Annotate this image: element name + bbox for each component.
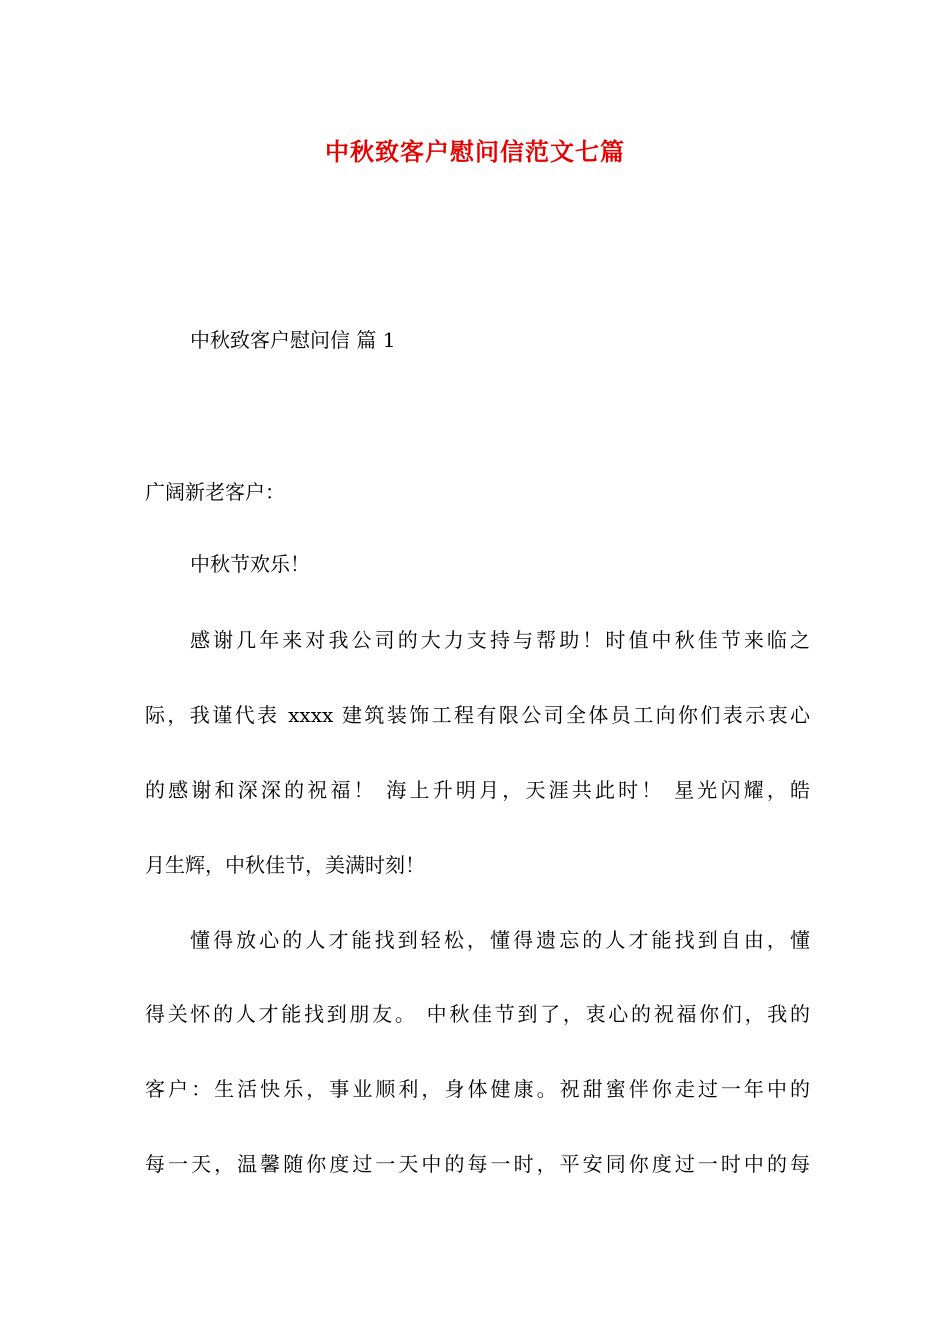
- paragraph-1-line-3: 的感谢和深深的祝福！ 海上升明月，天涯共此时！ 星光闪耀，皓: [145, 778, 810, 802]
- paragraph-1-line-1: 感谢几年来对我公司的大力支持与帮助！时值中秋佳节来临之: [190, 628, 810, 652]
- paragraph-1-line-4: 月生辉，中秋佳节，美满时刻！: [145, 853, 425, 877]
- section-heading: 中秋致客户慰问信 篇 1: [190, 328, 396, 352]
- paragraph-2-line-3: 客户：生活快乐，事业顺利，身体健康。祝甜蜜伴你走过一年中的: [145, 1077, 810, 1101]
- paragraph-2-line-2: 得关怀的人才能找到朋友。 中秋佳节到了，衷心的祝福你们，我的: [145, 1002, 810, 1026]
- greeting: 中秋节欢乐！: [190, 552, 310, 576]
- document-title: 中秋致客户慰问信范文七篇: [325, 137, 625, 166]
- paragraph-2-line-4: 每一天，温馨随你度过一天中的每一时，平安同你度过一时中的每: [145, 1152, 810, 1176]
- paragraph-2-line-1: 懂得放心的人才能找到轻松，懂得遗忘的人才能找到自由，懂: [190, 928, 810, 952]
- salutation: 广阔新老客户：: [145, 480, 285, 504]
- paragraph-1-line-2: 际，我谨代表 xxxx 建筑装饰工程有限公司全体员工向你们表示衷心: [145, 703, 810, 727]
